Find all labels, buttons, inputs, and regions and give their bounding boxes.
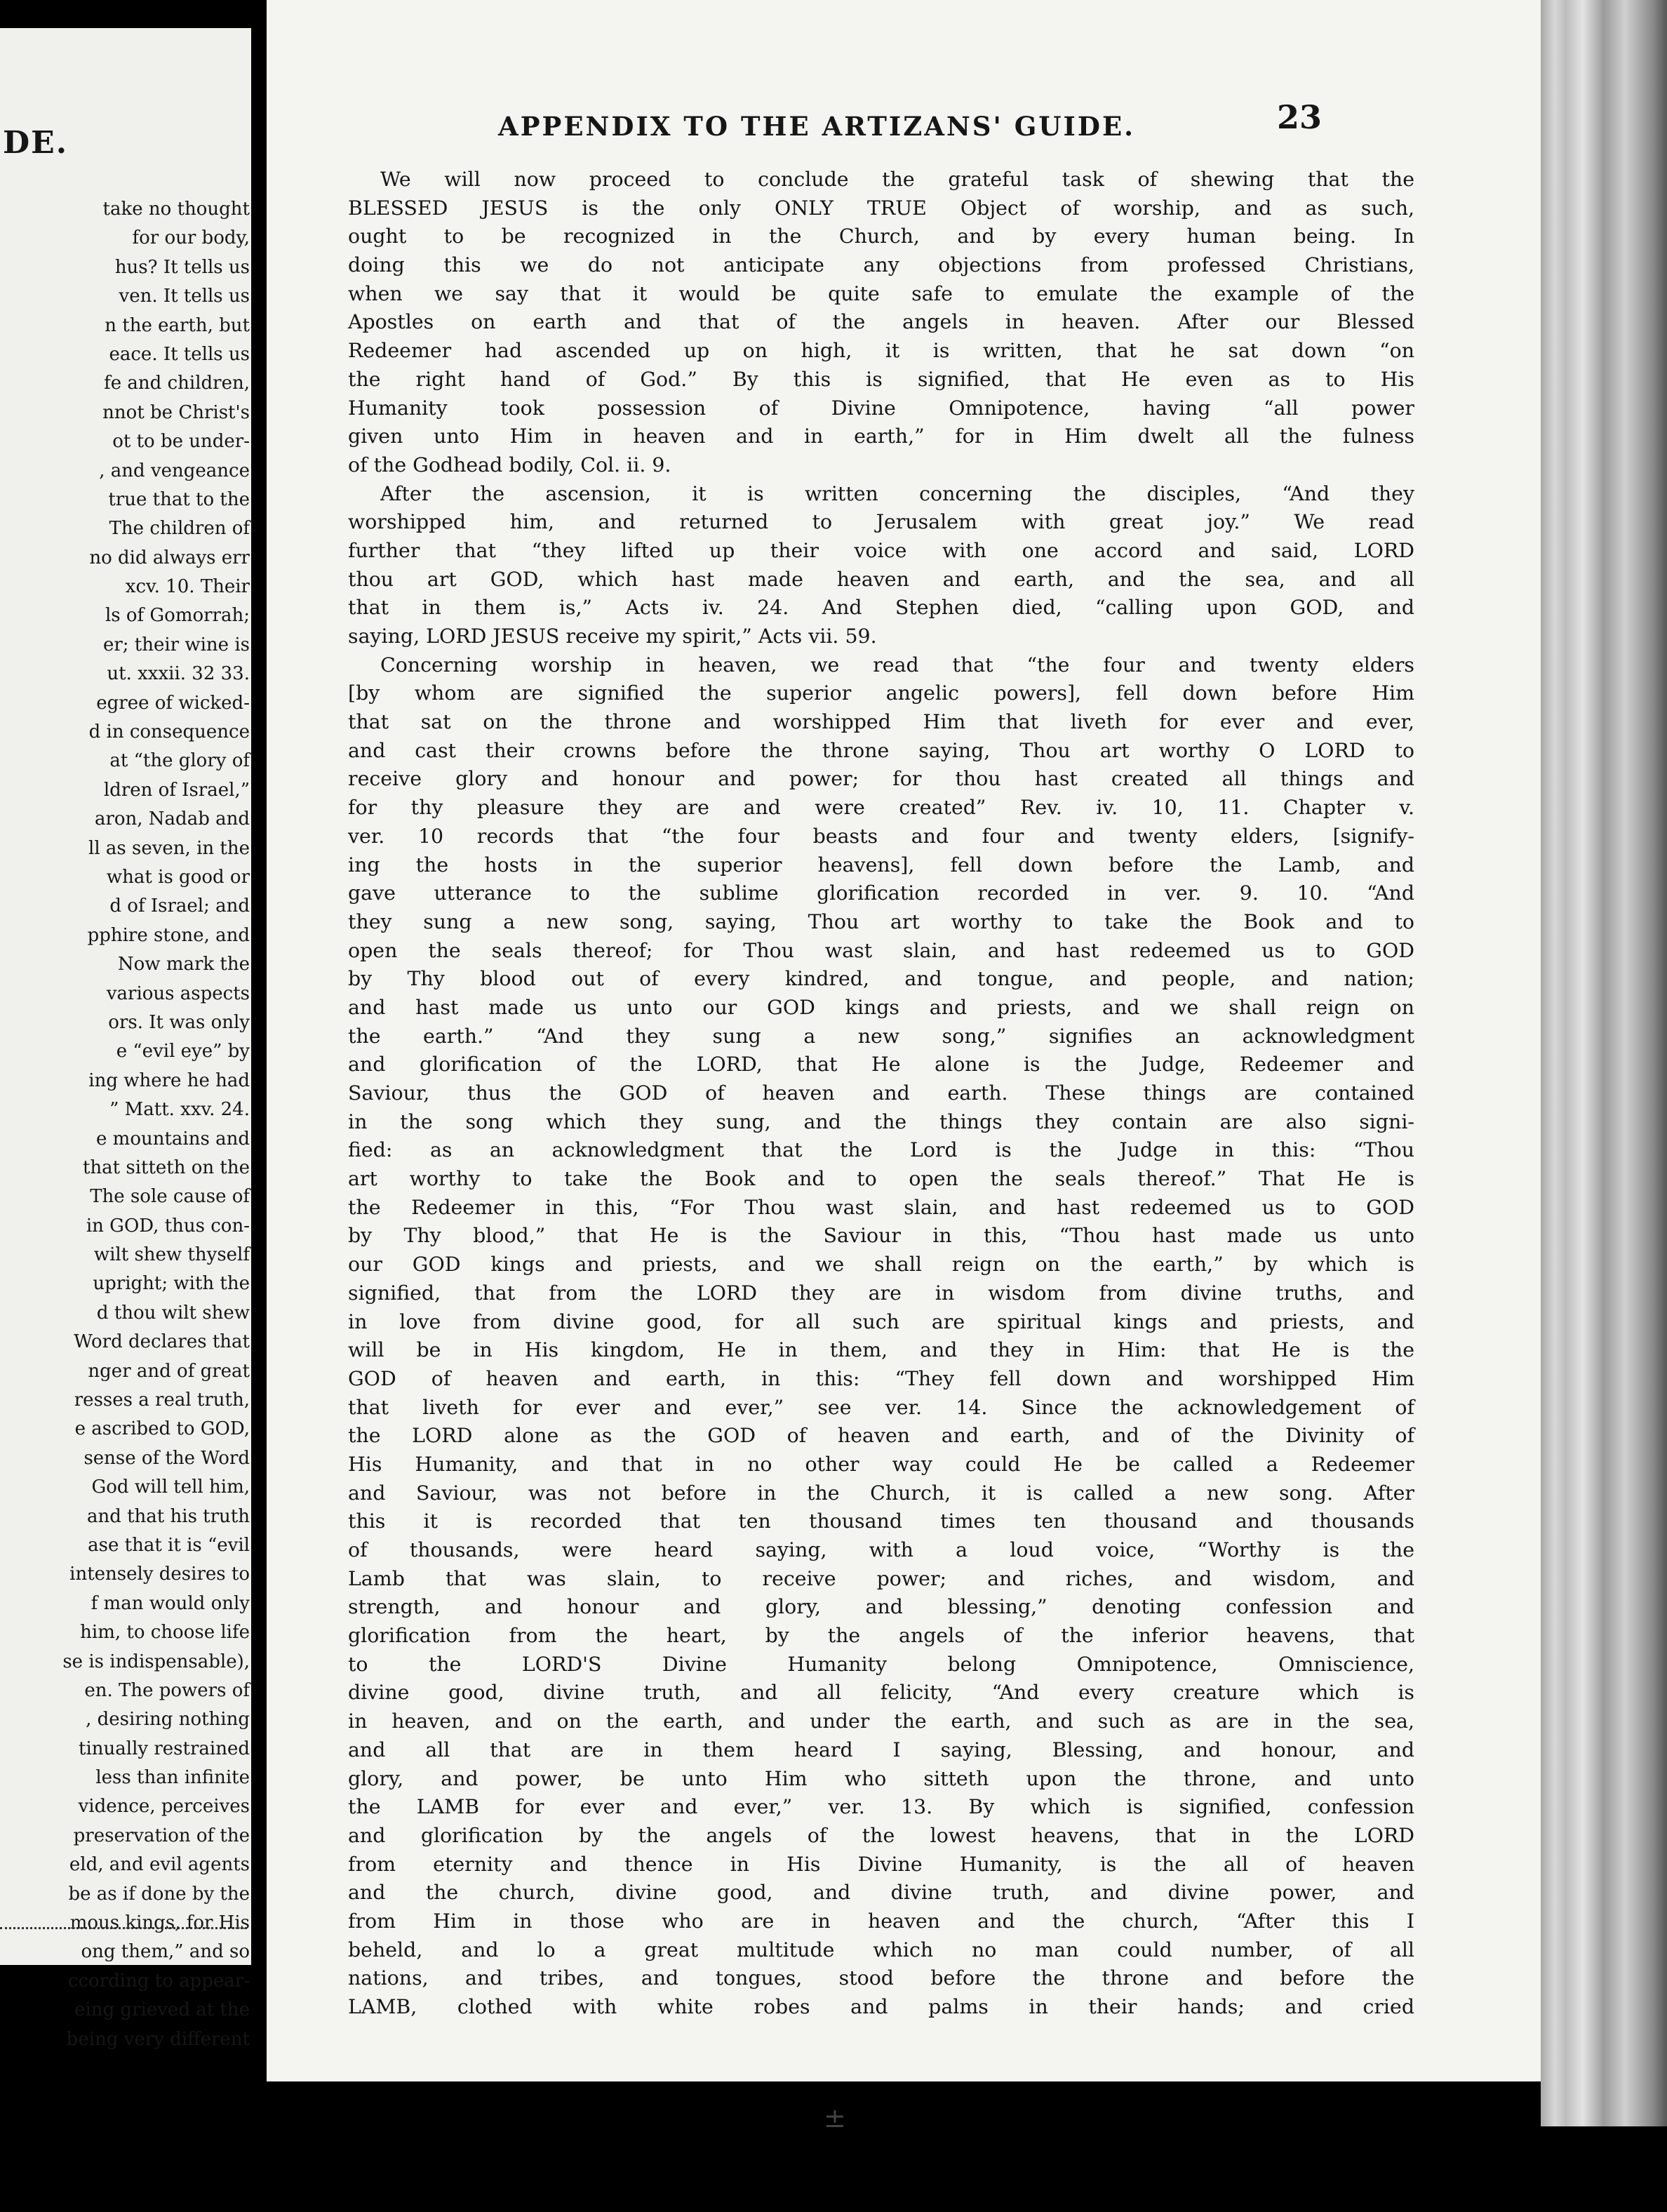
text-line: and the church, divine good, and divine truth, and divine power, and	[348, 1881, 1414, 1905]
left-text-line: ven. It tells us	[119, 286, 250, 307]
text-line: Apostles on earth and that of the angels in heaven. After our Blessed	[348, 310, 1414, 334]
text-line: Humanity took possession of Divine Omnipotence, having “all power	[348, 396, 1414, 420]
page-edges	[1541, 0, 1667, 2126]
left-text-line: aron, Nadab and	[94, 808, 250, 830]
text-line: and glorification of the LORD, that He alone is the Judge, Redeemer and	[348, 1053, 1414, 1077]
text-line: ought to be recognized in the Church, and by every human being. In	[348, 225, 1414, 248]
left-text-line: and that his truth	[86, 1505, 250, 1527]
text-line: and all that are in them heard I saying, Blessing, and honour, and	[348, 1738, 1414, 1761]
text-line: in the song which they sung, and the things they contain are also signi-	[348, 1110, 1414, 1133]
text-line: that sat on the throne and worshipped Him that liveth for ever and ever,	[348, 710, 1414, 734]
text-line: GOD of heaven and earth, in this: “They fell down and worshipped Him	[348, 1366, 1414, 1390]
left-text-line: nger and of great	[88, 1360, 250, 1382]
text-line: that liveth for ever and ever,” see ver. 14. Since the acknowledgement of	[348, 1395, 1414, 1419]
left-text-line: ong them,” and so	[81, 1941, 250, 1963]
left-page-fragment	[0, 28, 251, 2050]
text-line: this it is recorded that ten thousand times ten thousand and thousands	[348, 1510, 1414, 1533]
left-page-text	[6, 195, 251, 2054]
left-text-line: tinually restrained	[79, 1738, 250, 1759]
left-text-line: nnot be Christ's	[102, 401, 250, 423]
left-text-line: Word declares that	[74, 1331, 250, 1353]
text-line: After the ascension, it is written concerning the disciples, “And they	[380, 481, 1414, 505]
text-line: and hast made us unto our GOD kings and priests, and we shall reign on	[348, 995, 1414, 1019]
text-line: open the seals thereof; for Thou wast slain, and hast redeemed us to GOD	[348, 938, 1414, 962]
left-text-line: , and vengeance	[99, 460, 250, 481]
left-text-line: ll as seven, in the	[88, 837, 250, 859]
text-line: LAMB, clothed with white robes and palms in their hands; and cried	[348, 1995, 1414, 2018]
text-line: Concerning worship in heaven, we read that “the four and twenty elders	[380, 653, 1414, 677]
left-text-line: ors. It was only	[108, 1011, 250, 1033]
left-text-line: ing where he had	[88, 1070, 250, 1091]
left-text-line: hus? It tells us	[114, 256, 250, 278]
left-text-line: sense of the Word	[83, 1447, 250, 1469]
text-line: further that “they lifted up their voice with one accord and said, LORD	[348, 538, 1414, 562]
left-text-line: wilt shew thyself	[93, 1244, 250, 1266]
left-text-line: preservation of the	[73, 1825, 250, 1846]
running-header: APPENDIX TO THE ARTIZANS' GUIDE.	[498, 111, 1136, 142]
text-line: the right hand of God.” By this is signified, that He even as to His	[348, 367, 1414, 391]
text-line: receive glory and honour and power; for thou hast created all things and	[348, 767, 1414, 791]
left-text-line: upright; with the	[93, 1273, 250, 1295]
left-text-line: ase that it is “evil	[88, 1534, 250, 1556]
left-text-line: what is good or	[106, 866, 250, 888]
text-line: from Him in those who are in heaven and the church, “After this I	[348, 1909, 1414, 1933]
left-text-line: The sole cause of	[90, 1186, 250, 1208]
left-page-rule	[0, 1927, 247, 1929]
left-text-line: ls of Gomorrah;	[105, 605, 250, 627]
text-line: beheld, and lo a great multitude which no man could number, of all	[348, 1938, 1414, 1961]
left-text-line: er; their wine is	[102, 634, 250, 655]
text-line: the Redeemer in this, “For Thou wast slain, and hast redeemed us to GOD	[348, 1195, 1414, 1219]
left-text-line: various aspects	[106, 982, 250, 1004]
left-text-line: take no thought	[102, 199, 250, 220]
left-text-line: e ascribed to GOD,	[74, 1418, 250, 1440]
left-text-line: xcv. 10. Their	[125, 576, 250, 598]
text-line: BLESSED JESUS is the only ONLY TRUE Object of worship, and as such,	[348, 196, 1414, 220]
left-text-line: eace. It tells us	[109, 343, 250, 365]
text-line: glorification from the heart, by the angels of the inferior heavens, that	[348, 1624, 1414, 1648]
page-sheet	[267, 0, 1541, 2133]
text-line: that in them is,” Acts iv. 24. And Stephen died, “calling upon GOD, and	[348, 596, 1414, 620]
left-text-line: d in consequence	[88, 721, 250, 743]
left-text-line: e mountains and	[96, 1128, 250, 1150]
text-line: of thousands, were heard saying, with a loud voice, “Worthy is the	[348, 1538, 1414, 1561]
text-line: gave utterance to the sublime glorification recorded in ver. 9. 10. “And	[348, 881, 1414, 905]
left-text-line: ut. xxxii. 32 33.	[107, 663, 250, 685]
text-line: worshipped him, and returned to Jerusalem with great joy.” We read	[348, 510, 1414, 534]
text-line: and glorification by the angels of the lowest heavens, that in the LORD	[348, 1823, 1414, 1847]
text-line: Saviour, thus the GOD of heaven and earth. These things are contained	[348, 1081, 1414, 1105]
left-text-line: for our body,	[132, 227, 250, 249]
left-text-line: mous kings, for His	[69, 1912, 250, 1934]
left-text-line: Now mark the	[117, 954, 250, 975]
text-line: of the Godhead bodily, Col. ii. 9.	[348, 453, 671, 477]
text-line: the LAMB for ever and ever,” ver. 13. By which is signified, confession	[348, 1795, 1414, 1819]
text-line: the earth.” “And they sung a new song,” signifies an acknowledgment	[348, 1024, 1414, 1048]
left-text-line: , desiring nothing	[86, 1709, 250, 1731]
text-line: art worthy to take the Book and to open the seals thereof.” That He is	[348, 1167, 1414, 1191]
text-line: ing the hosts in the superior heavens], fell down before the Lamb, and	[348, 853, 1414, 877]
text-line: by Thy blood out of every kindred, and tongue, and people, and nation;	[348, 967, 1414, 991]
left-text-line: that sitteth on the	[82, 1157, 250, 1178]
left-text-line: less than infinite	[95, 1767, 250, 1789]
text-line: saying, LORD JESUS receive my spirit,” Acts vii. 59.	[348, 625, 877, 648]
left-text-line: ” Matt. xxv. 24.	[109, 1099, 250, 1121]
text-line: in heaven, and on the earth, and under the earth, and such as are in the sea,	[348, 1710, 1414, 1733]
text-line: Redeemer had ascended up on high, it is written, that he sat down “on	[348, 339, 1414, 363]
left-text-line: eing grieved at the	[74, 1999, 250, 2021]
text-line: from eternity and thence in His Divine Humanity, is the all of heaven	[348, 1852, 1414, 1876]
text-line: doing this we do not anticipate any objections from professed Christians,	[348, 253, 1414, 277]
left-text-line: n the earth, but	[105, 314, 250, 336]
left-text-line: en. The powers of	[84, 1679, 250, 1701]
left-text-line: d thou wilt shew	[96, 1302, 250, 1324]
text-line: Lamb that was slain, to receive power; and riches, and wisdom, and	[348, 1566, 1414, 1590]
text-line: and cast their crowns before the throne saying, Thou art worthy O LORD to	[348, 738, 1414, 762]
left-text-line: egree of wicked-	[96, 692, 250, 714]
left-text-line: resses a real truth,	[74, 1390, 250, 1411]
left-text-line: ccording to appear-	[67, 1970, 250, 1992]
text-line: in love from divine good, for all such are spiritual kings and priests, and	[348, 1310, 1414, 1333]
left-text-line: The children of	[109, 518, 250, 540]
left-text-line: eld, and evil agents	[69, 1854, 250, 1876]
text-line: the LORD alone as the GOD of heaven and earth, and of the Divinity of	[348, 1424, 1414, 1448]
left-text-line: se is indispensable),	[62, 1651, 250, 1672]
text-line: His Humanity, and that in no other way could He be called a Redeemer	[348, 1452, 1414, 1476]
text-line: We will now proceed to conclude the grateful task of shewing that the	[380, 168, 1414, 191]
left-text-line: ot to be under-	[112, 431, 250, 453]
left-text-line: intensely desires to	[69, 1564, 250, 1585]
left-text-line: him, to choose life	[80, 1622, 250, 1644]
left-text-line: be as if done by the	[68, 1883, 250, 1905]
left-text-line: pphire stone, and	[87, 924, 250, 946]
text-line: ver. 10 records that “the four beasts and four and twenty elders, [signify-	[348, 824, 1414, 848]
left-text-line: being very different	[66, 2028, 250, 2050]
book-gutter	[251, 0, 267, 2212]
text-line: glory, and power, be unto Him who sitteth upon the throne, and unto	[348, 1766, 1414, 1790]
left-text-line: ldren of Israel,”	[103, 779, 250, 801]
left-text-line: d of Israel; and	[109, 895, 250, 917]
page-number: 23	[1277, 98, 1323, 136]
left-text-line: at “the glory of	[109, 750, 250, 772]
text-line: thou art GOD, which hast made heaven and earth, and the sea, and all	[348, 567, 1414, 591]
left-text-line: true that to the	[108, 488, 250, 510]
text-line: signified, that from the LORD they are in wisdom from divine truths, and	[348, 1281, 1414, 1305]
text-line: fied: as an acknowledgment that the Lord is the Judge in this: “Thou	[348, 1138, 1414, 1162]
left-text-line: e “evil eye” by	[116, 1041, 250, 1062]
left-text-line: f man would only	[91, 1592, 250, 1614]
text-line: by Thy blood,” that He is the Saviour in this, “Thou hast made us unto	[348, 1224, 1414, 1248]
text-line: for thy pleasure they are and were created” Rev. iv. 10, 11. Chapter v.	[348, 796, 1414, 820]
text-line: divine good, divine truth, and all felicity, “And every creature which is	[348, 1681, 1414, 1705]
left-text-line: vidence, perceives	[78, 1796, 250, 1818]
text-line: [by whom are signified the superior angelic powers], fell down before Him	[348, 681, 1414, 705]
text-line: and Saviour, was not before in the Church, it is called a new song. After	[348, 1481, 1414, 1505]
text-line: nations, and tribes, and tongues, stood before the throne and before the	[348, 1966, 1414, 1990]
text-line: will be in His kingdom, He in them, and they in Him: that He is the	[348, 1338, 1414, 1362]
footer-mark: ±	[824, 2103, 846, 2133]
text-line: strength, and honour and glory, and blessing,” denoting confession and	[348, 1595, 1414, 1619]
text-line: our GOD kings and priests, and we shall reign on the earth,” by which is	[348, 1253, 1414, 1277]
left-text-line: fe and children,	[104, 373, 250, 394]
left-text-line: in GOD, thus con-	[86, 1215, 250, 1237]
body-text	[348, 166, 1414, 2022]
text-line: when we say that it would be quite safe to emulate the example of the	[348, 281, 1414, 305]
right-page	[267, 0, 1667, 2212]
left-text-line: God will tell him,	[91, 1477, 250, 1498]
left-page-header: DE.	[3, 125, 69, 161]
left-text-line: no did always err	[89, 547, 250, 568]
text-line: to the LORD'S Divine Humanity belong Omnipotence, Omniscience,	[348, 1652, 1414, 1676]
text-line: they sung a new song, saying, Thou art worthy to take the Book and to	[348, 910, 1414, 933]
text-line: given unto Him in heaven and in earth,” for in Him dwelt all the fulness	[348, 425, 1414, 448]
